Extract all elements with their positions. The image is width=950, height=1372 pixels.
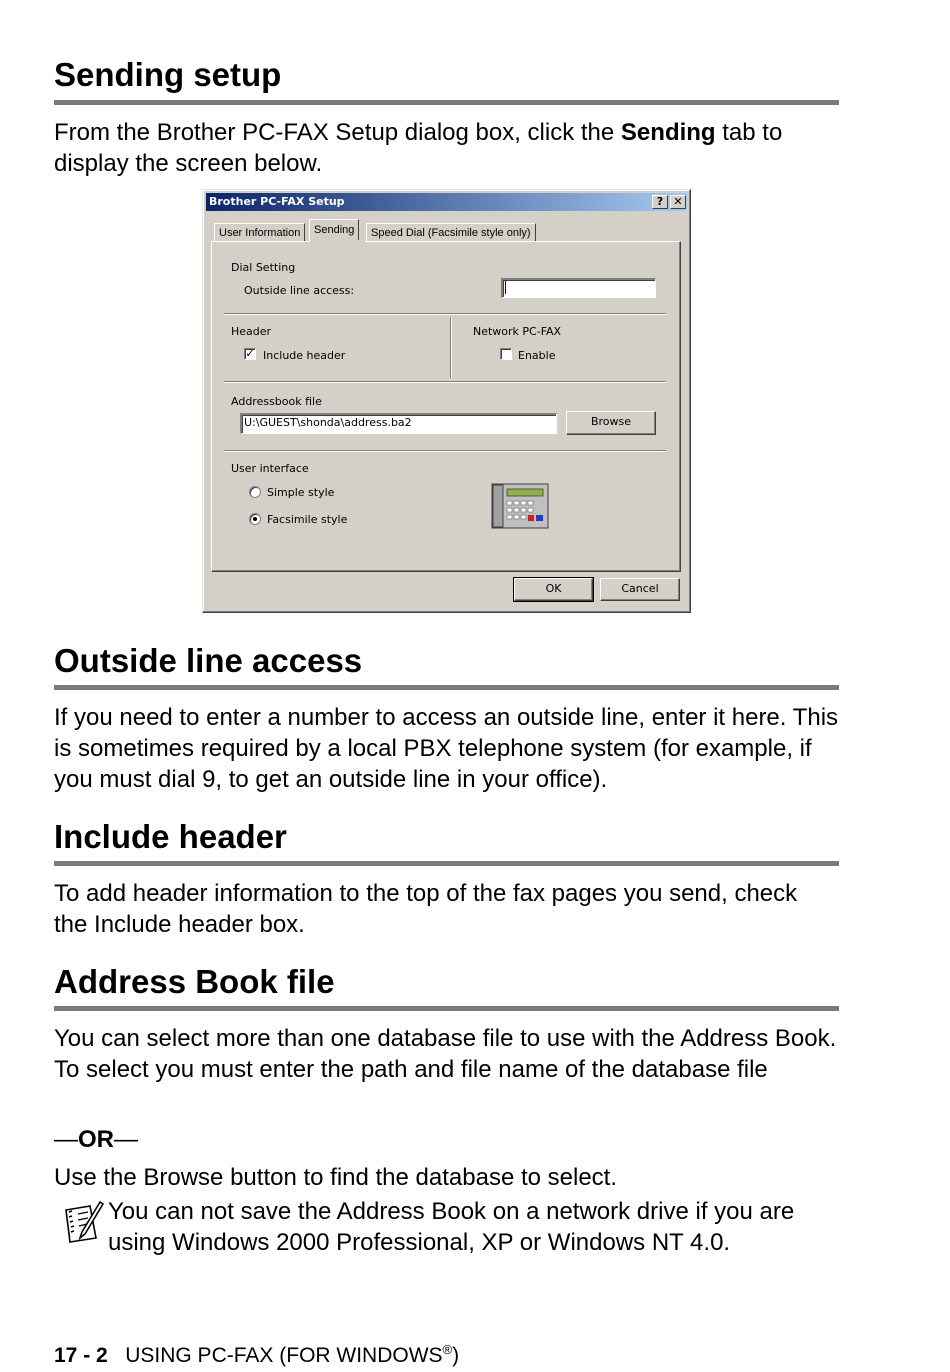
separator — [224, 313, 666, 315]
include-header-checkbox[interactable] — [244, 348, 256, 360]
heading-include-header: Include header — [54, 818, 287, 855]
dialog-title: Brother PC-FAX Setup — [209, 195, 345, 208]
close-button[interactable] — [670, 195, 686, 209]
ok-button[interactable]: OK — [514, 578, 593, 601]
outside-line-input[interactable] — [501, 278, 656, 298]
heading-address-book-file: Address Book file — [54, 963, 335, 1000]
heading-sending-setup: Sending setup — [54, 56, 282, 93]
header-group-label: Header — [231, 325, 272, 338]
enable-checkbox[interactable] — [500, 348, 512, 360]
include-header-paragraph: To add header information to the top of the fax pages you send, check the Include header box. — [54, 880, 798, 938]
outside-line-label: Outside line access: — [244, 284, 355, 297]
help-icon: ? — [656, 195, 664, 208]
network-group-label: Network PC-FAX — [473, 325, 562, 338]
enable-label: Enable — [518, 349, 556, 362]
text-cursor — [505, 281, 506, 294]
note-pencil-icon — [60, 1200, 104, 1246]
include-header-label: Include header — [263, 349, 346, 362]
facsimile-style-label: Facsimile style — [267, 513, 348, 526]
addressbook-path-input[interactable]: U:\GUEST\shonda\address.ba2 — [240, 413, 557, 434]
heading-outside-line-access: Outside line access — [54, 642, 363, 679]
tab-sending[interactable]: Sending — [309, 219, 359, 242]
radio-selected-dot — [253, 517, 257, 521]
note-text: You can not save the Address Book on a network drive if you are using Windows 2000 Professional, XP or Windows NT 4.0. — [108, 1198, 795, 1256]
registered-mark: ® — [442, 1342, 453, 1357]
separator — [450, 317, 452, 378]
simple-style-radio[interactable] — [249, 486, 261, 498]
page-footer: 17 - 2 USING PC-FAX (FOR WINDOWS®) — [54, 1342, 460, 1367]
separator — [224, 450, 666, 452]
heading-rule — [54, 685, 839, 690]
close-icon: ✕ — [673, 195, 683, 208]
heading-rule — [54, 100, 839, 105]
page-number: 17 - 2 — [54, 1344, 108, 1367]
tab-user-information[interactable]: User Information — [214, 223, 305, 242]
outside-line-paragraph: If you need to enter a number to access an outside line, enter it here. This is sometimes required by a local PBX telephone system (for example, if you must dial 9, to get an outside line in your office). — [54, 704, 839, 793]
browse-button[interactable]: Browse — [566, 411, 656, 435]
sending-paragraph: From the Brother PC-FAX Setup dialog box, click the Sending tab to display the screen below. — [54, 119, 783, 177]
addressbook-label: Addressbook file — [231, 395, 322, 408]
facsimile-style-radio[interactable] — [249, 513, 261, 525]
active-tab-joiner — [310, 240, 365, 243]
separator — [224, 381, 666, 383]
address-book-paragraph: You can select more than one database file to use with the Address Book. To select you must enter the path and file name of the database file — [54, 1025, 837, 1083]
help-button[interactable] — [652, 195, 668, 209]
tab-speed-dial[interactable]: Speed Dial (Facsimile style only) — [366, 223, 536, 242]
user-interface-label: User interface — [231, 462, 309, 475]
heading-rule — [54, 1006, 839, 1011]
check-icon: ✓ — [245, 348, 255, 360]
dialog-titlebar — [206, 193, 687, 211]
heading-rule — [54, 861, 839, 866]
browse-paragraph: Use the Browse button to find the database to select. — [54, 1164, 618, 1191]
cancel-button[interactable]: Cancel — [600, 578, 680, 601]
or-separator: —OR— — [54, 1126, 138, 1153]
footer-title: USING PC-FAX (FOR WINDOWS — [125, 1344, 443, 1367]
dial-setting-label: Dial Setting — [231, 261, 296, 274]
fax-machine-icon — [491, 483, 549, 529]
simple-style-label: Simple style — [267, 486, 335, 499]
